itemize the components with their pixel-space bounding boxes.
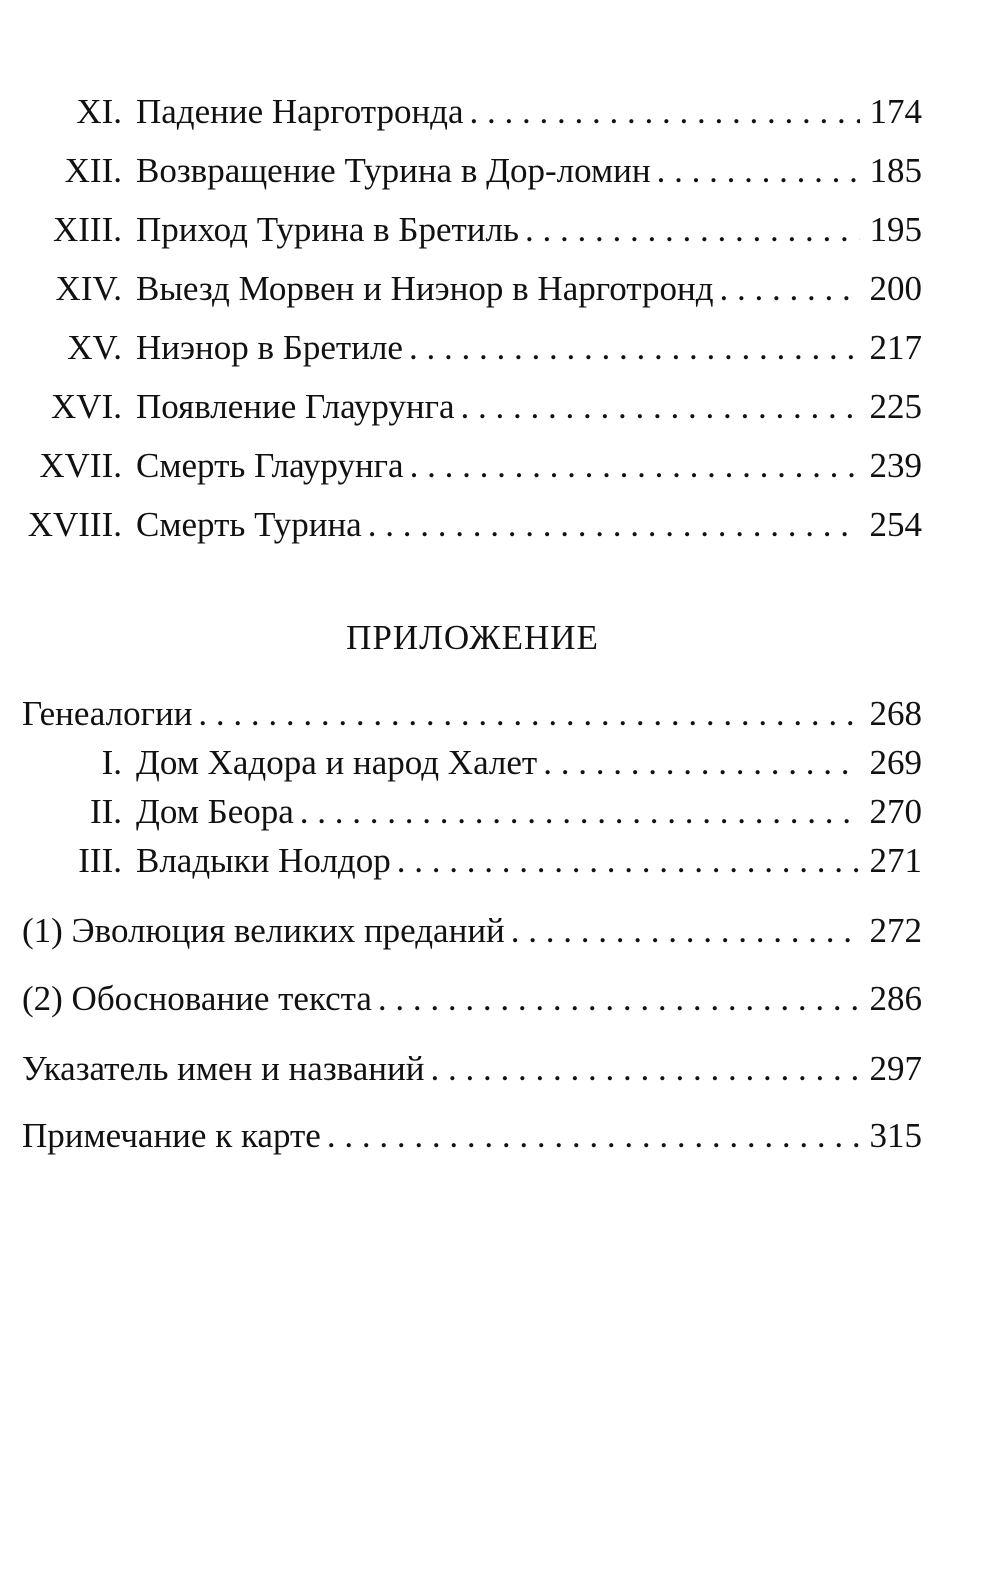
dot-leader xyxy=(410,446,860,486)
toc-entry xyxy=(0,743,922,793)
dot-leader xyxy=(300,792,860,832)
page-number: 315 xyxy=(869,1116,922,1155)
toc-entry xyxy=(0,911,922,961)
chapter-title: Смерть Глаурунга xyxy=(136,446,404,485)
entry-title: Указатель имен и названий xyxy=(22,1049,425,1088)
toc-entry xyxy=(0,210,922,260)
page-number: 239 xyxy=(869,446,922,485)
toc-entry xyxy=(0,792,922,842)
dot-leader xyxy=(397,841,860,881)
chapter-number: XVI. xyxy=(51,387,122,426)
page-number: 174 xyxy=(869,92,922,131)
dot-leader xyxy=(198,694,859,734)
dot-leader xyxy=(368,505,860,545)
page-number: 297 xyxy=(869,1049,922,1088)
page-number: 195 xyxy=(869,210,922,249)
page-number: 272 xyxy=(869,911,922,950)
chapter-title: Появление Глаурунга xyxy=(136,387,455,426)
chapter-title: Выезд Морвен и Ниэнор в Нарготронд xyxy=(136,269,714,308)
entry-title: Владыки Нолдор xyxy=(136,841,391,880)
page-number: 225 xyxy=(869,387,922,426)
toc-entry xyxy=(0,387,922,437)
chapter-title: Ниэнор в Бретиле xyxy=(136,328,403,367)
dot-leader xyxy=(511,911,860,951)
entry-title: Дом Беора xyxy=(136,792,294,831)
entry-title: Примечание к карте xyxy=(22,1116,321,1155)
chapter-number: XV. xyxy=(67,328,122,367)
entry-title: (1) Эволюция великих преданий xyxy=(22,911,505,950)
toc-entry xyxy=(0,446,922,496)
dot-leader xyxy=(430,1049,859,1089)
chapter-title: Приход Турина в Бретиль xyxy=(136,210,519,249)
dot-leader xyxy=(657,151,860,191)
appendix-heading: ПРИЛОЖЕНИЕ xyxy=(346,618,599,657)
page-number: 254 xyxy=(869,505,922,544)
chapter-number: XVIII. xyxy=(27,505,122,544)
genealogy-number: II. xyxy=(89,792,122,831)
dot-leader xyxy=(409,328,860,368)
page-number: 268 xyxy=(869,694,922,733)
toc-entry xyxy=(0,1116,922,1166)
page-number: 271 xyxy=(869,841,922,880)
toc-entry xyxy=(0,151,922,201)
genealogy-number: III. xyxy=(78,841,122,880)
genealogy-number: I. xyxy=(101,743,122,782)
dot-leader xyxy=(543,743,859,783)
dot-leader xyxy=(720,269,860,309)
chapter-number: XII. xyxy=(64,151,122,190)
page-number: 185 xyxy=(869,151,922,190)
toc-entry xyxy=(0,1049,922,1099)
chapter-number: XIII. xyxy=(53,210,122,249)
page-number: 270 xyxy=(869,792,922,831)
dot-leader xyxy=(525,210,860,250)
page-number: 269 xyxy=(869,743,922,782)
chapter-title: Возвращение Турина в Дор-ломин xyxy=(136,151,651,190)
entry-title: Дом Хадора и народ Халет xyxy=(136,743,538,782)
page-number: 200 xyxy=(869,269,922,308)
entry-title: Генеалогии xyxy=(22,694,193,733)
toc-entry xyxy=(0,505,922,555)
toc-entry xyxy=(0,694,922,744)
toc-entry xyxy=(0,979,922,1029)
page-number: 217 xyxy=(869,328,922,367)
dot-leader xyxy=(470,92,860,132)
chapter-title: Падение Нарготронда xyxy=(136,92,464,131)
entry-title: (2) Обоснование текста xyxy=(22,979,372,1018)
chapter-title: Смерть Турина xyxy=(136,505,362,544)
toc-entry xyxy=(0,328,922,378)
toc-entry xyxy=(0,92,922,142)
chapter-number: XVII. xyxy=(39,446,122,485)
page-number: 286 xyxy=(869,979,922,1018)
toc-entry xyxy=(0,269,922,319)
dot-leader xyxy=(378,979,860,1019)
chapter-number: XI. xyxy=(76,92,122,131)
dot-leader xyxy=(327,1116,860,1156)
toc-entry xyxy=(0,841,922,891)
dot-leader xyxy=(461,387,860,427)
chapter-number: XIV. xyxy=(55,269,122,308)
